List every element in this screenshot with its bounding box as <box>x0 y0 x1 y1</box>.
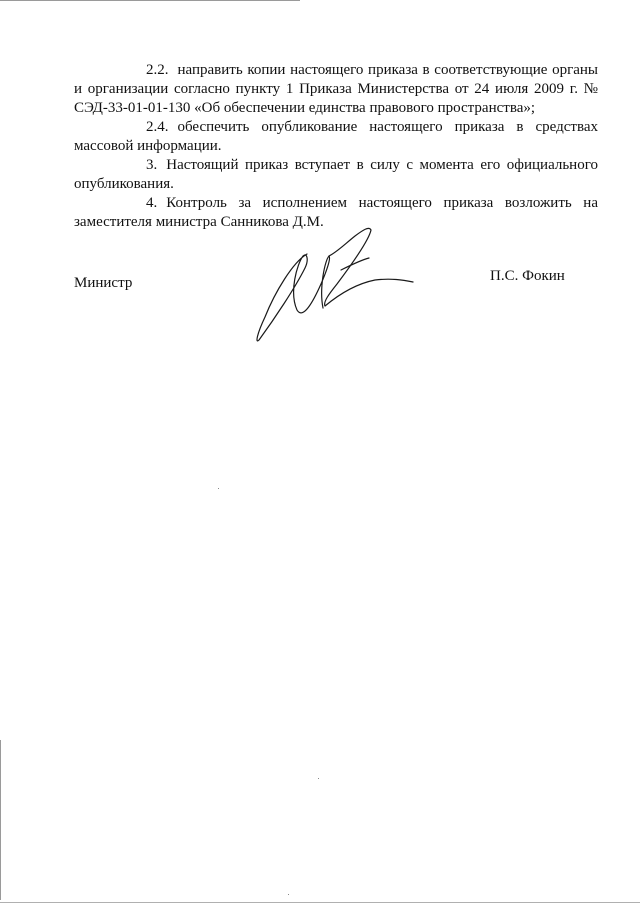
paragraph-2-4 <box>74 118 598 156</box>
signatory-name: П.С. Фокин <box>490 268 565 284</box>
paragraph-text: направить копии настоящего приказа в соответствующие органы и организации согласно пункту 1 Приказа Министерства от 24 июля 2009 г. № СЭД-33-01-01-130 «Об обеспечении единства правового пространства»; <box>74 62 598 116</box>
paragraph-number: 2.2. <box>146 62 169 78</box>
paragraph-number: 3. <box>146 157 158 173</box>
paragraph-text: обеспечить опубликование настоящего приказа в средствах массовой информации. <box>74 119 598 154</box>
scan-edge-bottom <box>0 902 640 903</box>
handwritten-signature <box>245 222 425 352</box>
scan-edge-left <box>0 740 1 900</box>
scan-speck <box>218 488 219 489</box>
scan-speck <box>318 778 319 779</box>
paragraph-number: 2.4. <box>146 119 169 135</box>
signatory-title: Министр <box>74 275 133 291</box>
paragraph-3 <box>74 156 598 194</box>
paragraph-text: Настоящий приказ вступает в силу с момента его официального опубликования. <box>74 157 598 192</box>
paragraph-text: Контроль за исполнением настоящего приказа возложить на заместителя министра Санникова Д.М. <box>74 195 598 230</box>
scan-speck <box>288 894 289 895</box>
paragraph-number: 4. <box>146 195 158 211</box>
paragraph-2-2 <box>74 61 598 118</box>
scan-edge-top <box>0 0 300 1</box>
